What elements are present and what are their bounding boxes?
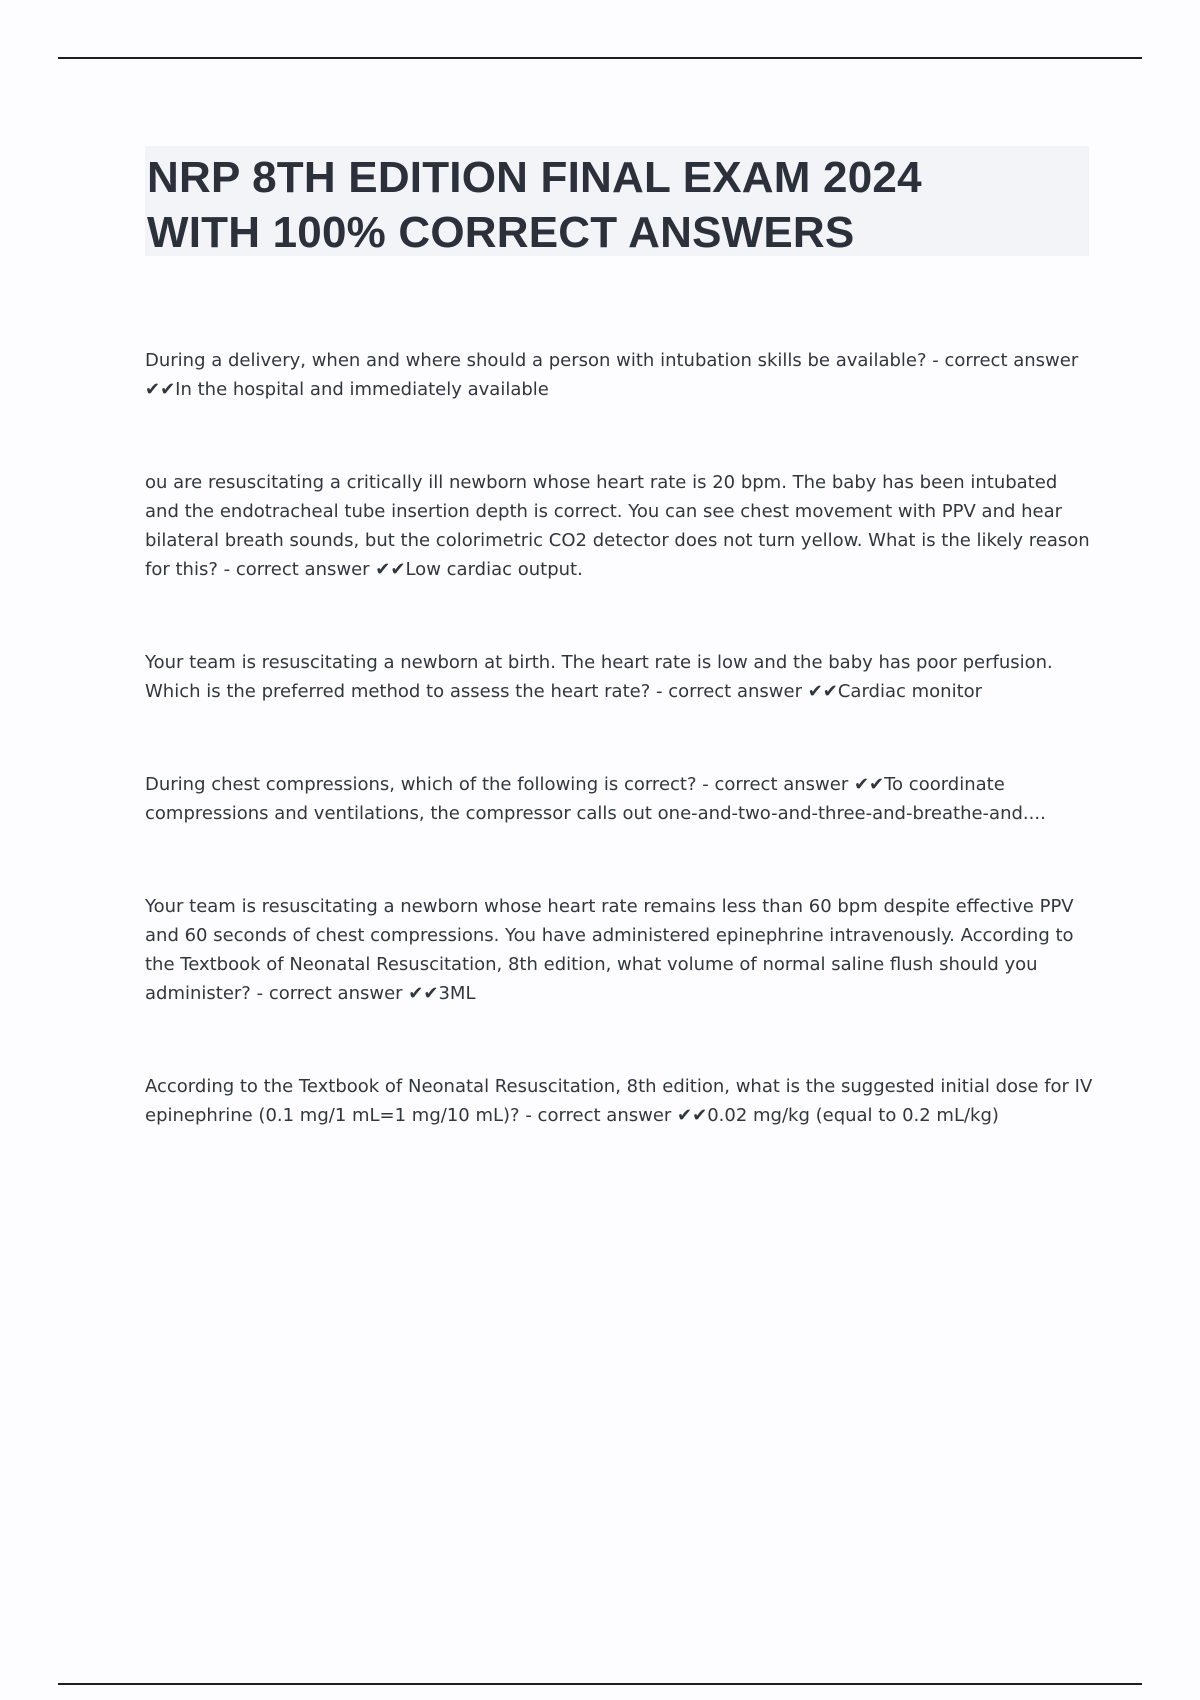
answer-separator: - correct answer — [217, 559, 376, 580]
document-title — [145, 146, 1089, 260]
answer-text: 3ML — [438, 983, 476, 1004]
question-text: ou are resuscitating a critically ill newborn whose heart rate is 20 bpm. The baby has been intubated and the endotracheal tube insertion depth is correct. You can see chest movement with PPV and hear bilateral breath sounds, but the colorimetric CO2 detector does not turn yellow. What is the likely reason for this? — [145, 472, 1090, 580]
answer-separator: - correct answer — [519, 1105, 678, 1126]
check-marks-icon: ✔✔ — [375, 559, 406, 580]
question-text: Your team is resuscitating a newborn at birth. The heart rate is low and the baby has poor perfusion. Which is the preferred method to assess the heart rate? — [145, 652, 1053, 702]
question-text: During chest compressions, which of the following is correct? — [145, 774, 697, 795]
answer-separator: - correct answer — [696, 774, 854, 795]
qa-item-2 — [145, 468, 1095, 584]
qa-item-6 — [145, 1072, 1095, 1130]
qa-item-1 — [145, 346, 1095, 404]
qa-item-5 — [145, 892, 1095, 1008]
qa-item-3 — [145, 648, 1095, 706]
answer-separator: - correct answer — [926, 350, 1079, 371]
check-marks-icon: ✔✔ — [145, 379, 176, 400]
question-text: During a delivery, when and where should a person with intubation skills be available? — [145, 350, 927, 371]
top-rule — [58, 57, 1142, 59]
question-text: Your team is resuscitating a newborn whose heart rate remains less than 60 bpm despite effective PPV and 60 seconds of chest compressions. You have administered epinephrine intravenously. According to the Textbook of Neonatal Resuscitation, 8th edition, what volume of normal saline flush should you administer? — [145, 896, 1074, 1004]
answer-text: Cardiac monitor — [837, 681, 983, 702]
qa-item-4 — [145, 770, 1095, 828]
qa-list — [145, 346, 1095, 1130]
check-marks-icon: ✔✔ — [853, 774, 885, 795]
check-marks-icon: ✔✔ — [677, 1105, 708, 1126]
answer-text: Low cardiac output. — [405, 559, 583, 580]
question-text: According to the Textbook of Neonatal Resuscitation, 8th edition, what is the suggested initial dose for IV epinephrine (0.1 mg/1 mL=1 mg/10 mL)? — [145, 1076, 1093, 1126]
answer-text: 0.02 mg/kg (equal to 0.2 mL/kg) — [707, 1105, 999, 1126]
check-marks-icon: ✔✔ — [807, 681, 838, 702]
answer-separator: - correct answer — [250, 983, 409, 1004]
title-line-2: WITH 100% CORRECT ANSWERS — [147, 208, 855, 257]
title-line-1: NRP 8TH EDITION FINAL EXAM 2024 — [147, 153, 922, 202]
title-block — [145, 146, 1089, 256]
answer-text: In the hospital and immediately available — [175, 379, 549, 400]
answer-text: To coordinate compressions and ventilations, the compressor calls out one-and-two-and-three-and-breathe-and.... — [145, 774, 1046, 824]
answer-separator: - correct answer — [650, 681, 808, 702]
bottom-rule — [58, 1683, 1142, 1685]
check-marks-icon: ✔✔ — [408, 983, 439, 1004]
